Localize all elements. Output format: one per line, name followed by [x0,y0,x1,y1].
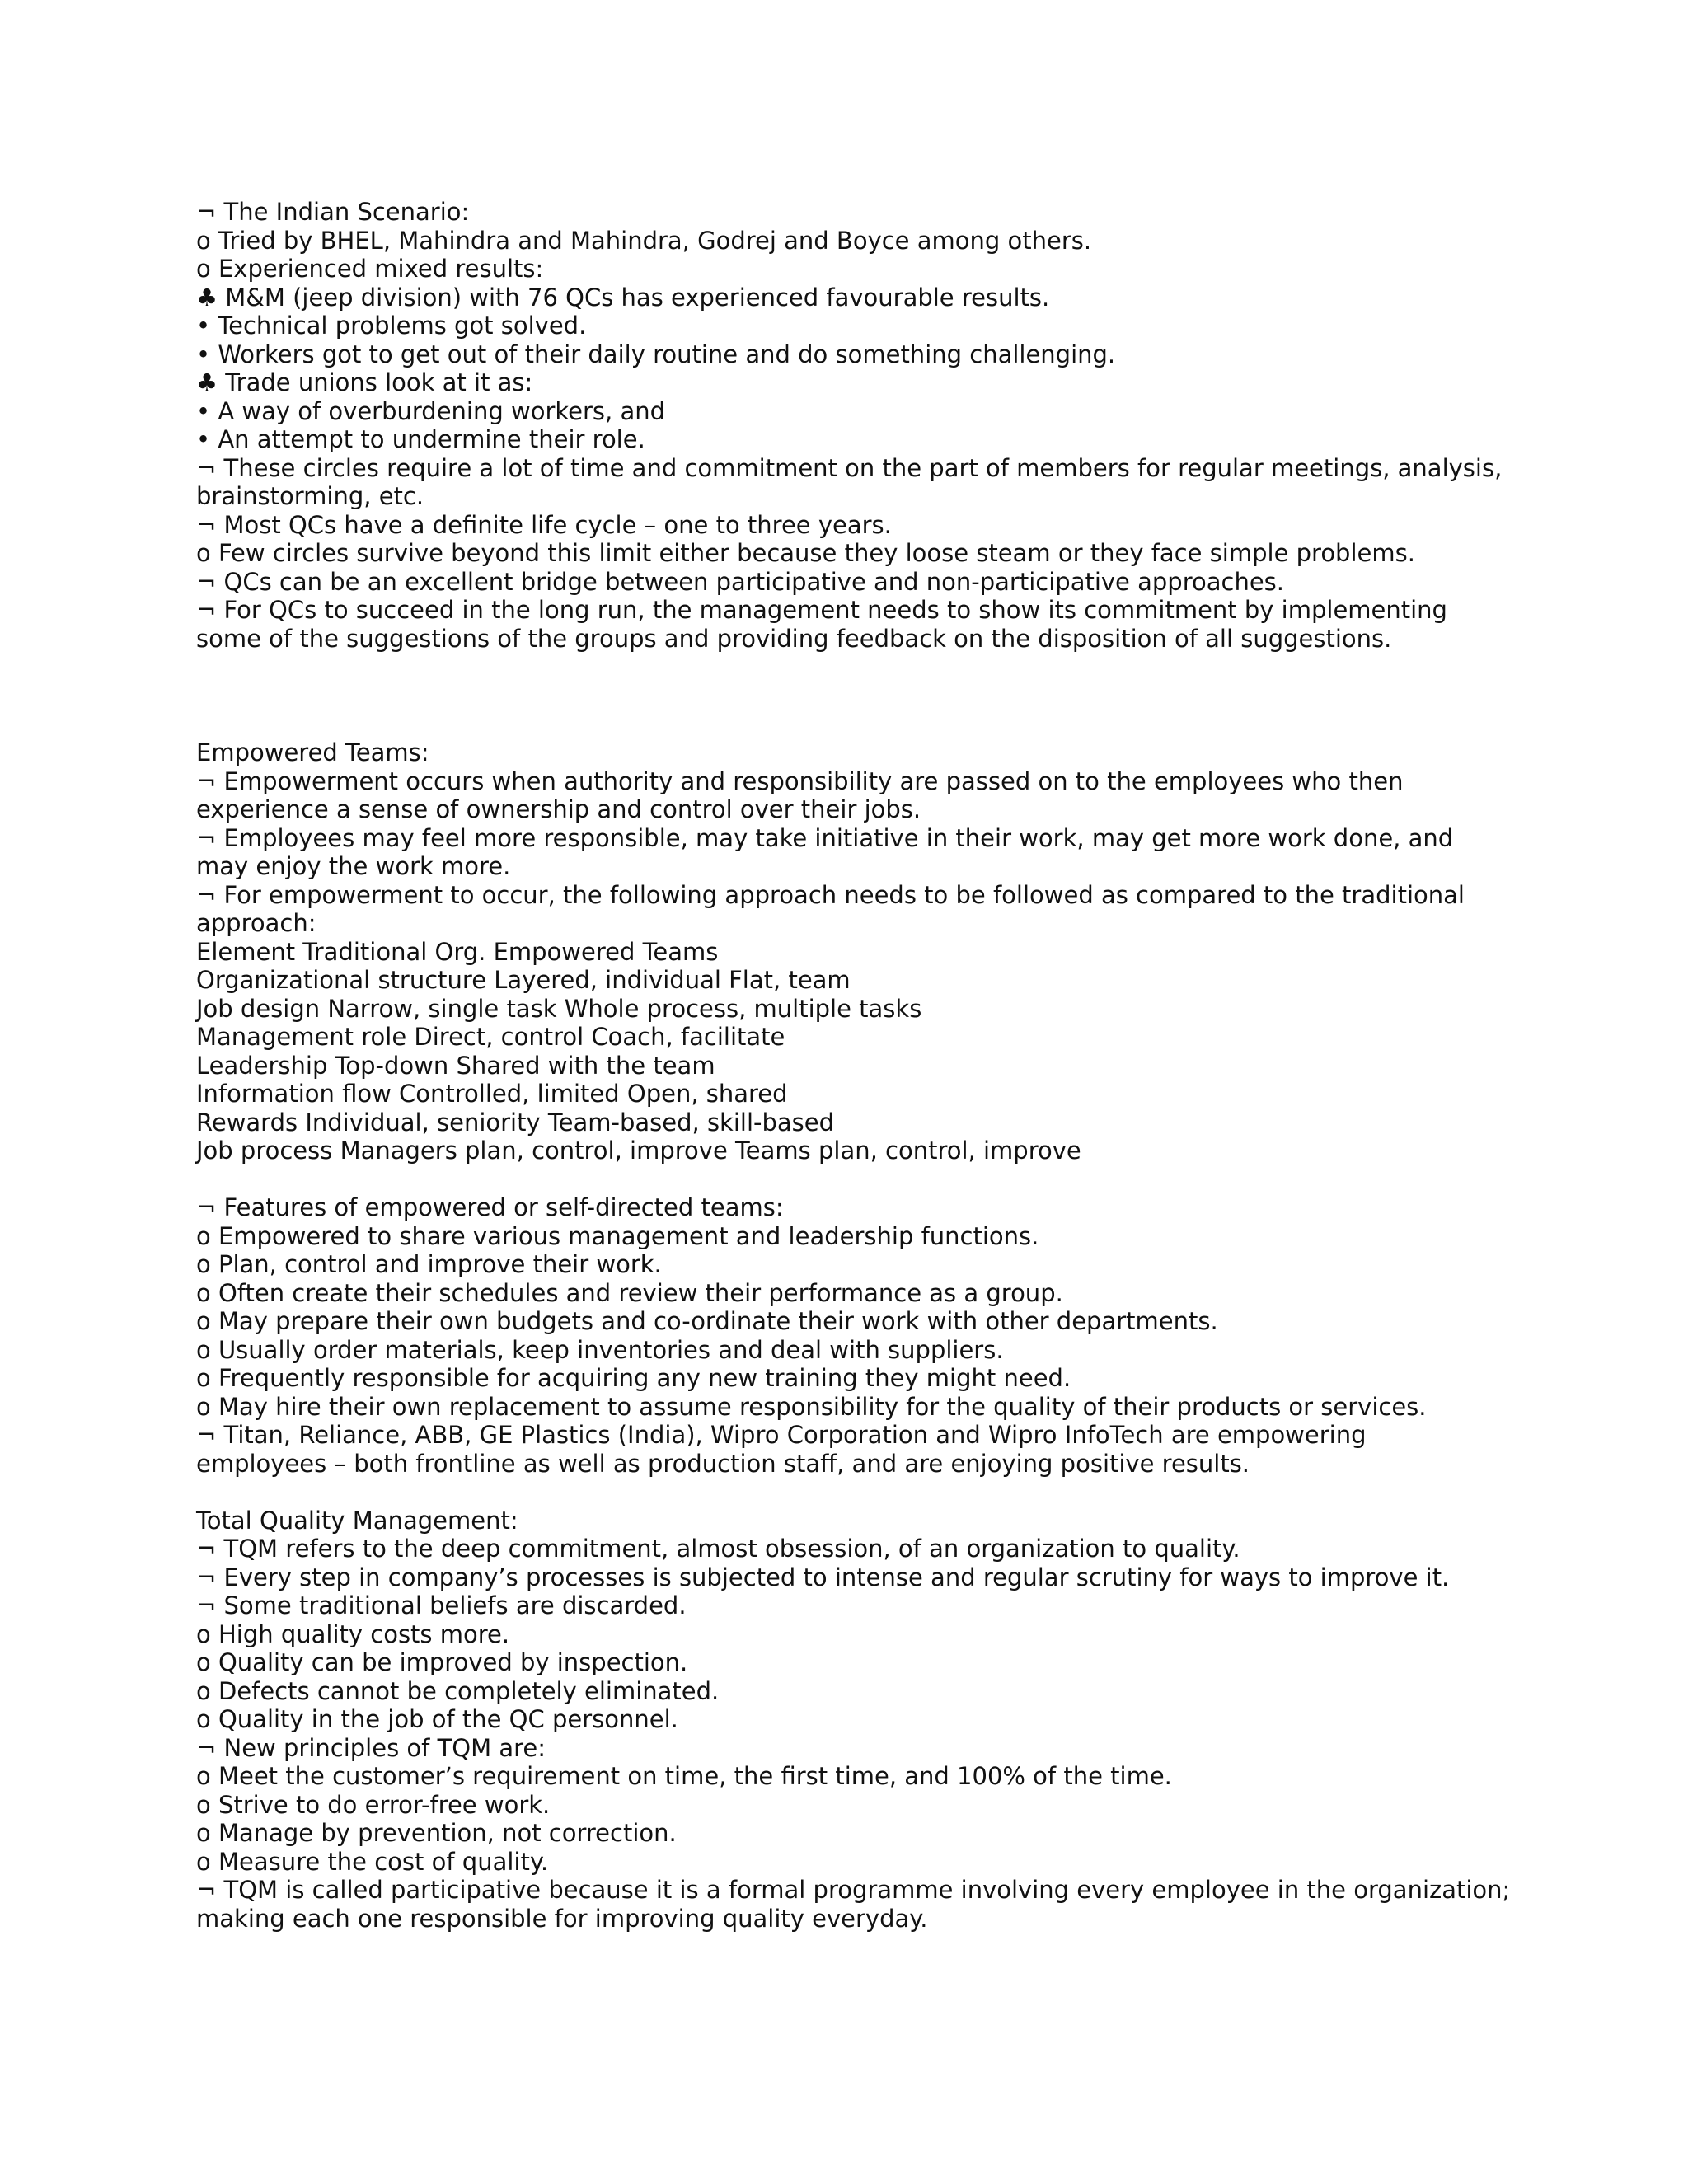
section-empowered-teams [196,738,1515,1165]
text-line: employees – both frontline as well as production staff, and are enjoying positive results. [196,1449,1250,1478]
text-line: brainstorming, etc. [196,482,424,510]
text-line: o Quality can be improved by inspection. [196,1648,688,1676]
text-line: o Defects cannot be completely eliminated. [196,1676,720,1705]
text-line: ¬ Some traditional beliefs are discarded. [196,1591,687,1619]
comparison-row: Organizational structure Layered, individual Flat, team [196,966,851,994]
comparison-row: Job process Managers plan, control, improve Teams plan, control, improve [196,1137,1081,1165]
text-line: ¬ For QCs to succeed in the long run, the management needs to show its commitment by implementing [196,596,1447,624]
document-page [196,198,1515,1933]
text-line: ¬ Most QCs have a definite life cycle – one to three years. [196,510,892,539]
text-line: ¬ Every step in company’s processes is subjected to intense and regular scrutiny for ways to improve it. [196,1563,1450,1591]
text-line: o Often create their schedules and review their performance as a group. [196,1278,1063,1307]
section-heading: Total Quality Management: [196,1506,518,1535]
text-line: ¬ TQM is called participative because it is a formal programme involving every employee in the organization; [196,1876,1511,1904]
text-line: ¬ Employees may feel more responsible, may take initiative in their work, may get more work done, and [196,823,1454,852]
text-line: • Technical problems got solved. [196,312,587,340]
text-line: ¬ Empowerment occurs when authority and responsibility are passed on to the employees who then [196,766,1404,795]
text-line: o Meet the customer’s requirement on time, the first time, and 100% of the time. [196,1762,1172,1790]
text-line: o Tried by BHEL, Mahindra and Mahindra, Godrej and Boyce among others. [196,226,1092,255]
text-line: ¬ For empowerment to occur, the following approach needs to be followed as compared to the traditional [196,880,1465,909]
text-line: o High quality costs more. [196,1619,510,1648]
text-line: some of the suggestions of the groups and providing feedback on the disposition of all suggestions. [196,624,1392,653]
text-line: ¬ TQM refers to the deep commitment, almost obsession, of an organization to quality. [196,1535,1240,1563]
text-line: approach: [196,909,316,937]
text-line: o Manage by prevention, not correction. [196,1819,677,1847]
text-line: experience a sense of ownership and control over their jobs. [196,795,921,823]
section-team-features [196,1193,1515,1478]
text-line: • Workers got to get out of their daily routine and do something challenging. [196,340,1116,368]
section-spacer [196,1478,1515,1507]
section-spacer [196,1165,1515,1194]
section-total-quality-management [196,1507,1515,1933]
text-line: o Experienced mixed results: [196,255,544,283]
section-indian-scenario [196,198,1515,653]
comparison-row: Job design Narrow, single task Whole process, multiple tasks [196,994,922,1023]
text-line: o May prepare their own budgets and co-ordinate their work with other departments. [196,1307,1218,1335]
text-line: ¬ Features of empowered or self-directed teams: [196,1193,784,1221]
text-line: ¬ New principles of TQM are: [196,1733,546,1762]
comparison-row: Information flow Controlled, limited Open, shared [196,1080,788,1108]
text-line: o Measure the cost of quality. [196,1847,549,1876]
comparison-row: Element Traditional Org. Empowered Teams [196,937,719,966]
text-line: o Empowered to share various management and leadership functions. [196,1221,1039,1250]
text-line: o Usually order materials, keep inventories and deal with suppliers. [196,1335,1004,1364]
text-line: making each one responsible for improving quality everyday. [196,1904,928,1933]
text-line: o Quality in the job of the QC personnel. [196,1705,678,1733]
text-line: o Frequently responsible for acquiring any new training they might need. [196,1364,1071,1392]
text-line: ♣ Trade unions look at it as: [196,368,533,396]
text-line: ¬ Titan, Reliance, ABB, GE Plastics (India), Wipro Corporation and Wipro InfoTech are empowering [196,1421,1367,1449]
comparison-row: Management role Direct, control Coach, facilitate [196,1023,785,1051]
text-line: o May hire their own replacement to assume responsibility for the quality of their products or services. [196,1392,1427,1421]
text-line: o Few circles survive beyond this limit either because they loose steam or they face simple problems. [196,539,1415,567]
text-line: o Plan, control and improve their work. [196,1250,662,1278]
comparison-row: Rewards Individual, seniority Team-based, skill-based [196,1108,835,1137]
text-line: ¬ The Indian Scenario: [196,198,470,226]
text-line: may enjoy the work more. [196,852,511,880]
text-line: o Strive to do error-free work. [196,1790,551,1819]
text-line: ¬ QCs can be an excellent bridge between participative and non-participative approaches. [196,567,1284,596]
text-line: • An attempt to undermine their role. [196,425,645,453]
text-line: • A way of overburdening workers, and [196,396,665,425]
text-line: ♣ M&M (jeep division) with 76 QCs has experienced favourable results. [196,283,1050,312]
text-line: ¬ These circles require a lot of time and commitment on the part of members for regular meetings, analysis, [196,453,1503,482]
section-spacer [196,653,1515,738]
comparison-row: Leadership Top-down Shared with the team [196,1051,715,1080]
section-heading: Empowered Teams: [196,738,429,766]
